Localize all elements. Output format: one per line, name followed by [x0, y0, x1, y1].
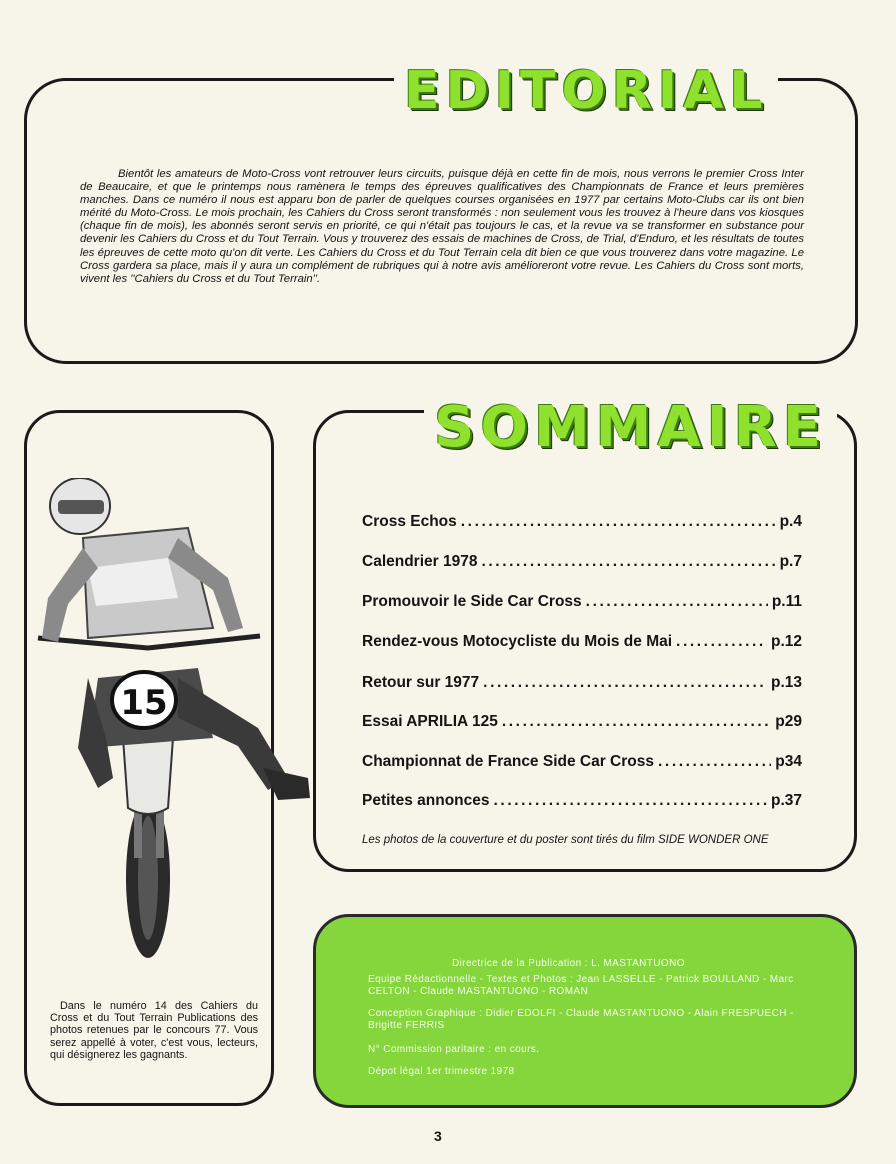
contents-item-label: Championnat de France Side Car Cross [362, 753, 654, 770]
credit-legal-deposit: Dépot légal 1er trimestre 1978 [368, 1066, 515, 1077]
contents-item[interactable] [362, 792, 802, 810]
contents-item-page: p.37 [770, 792, 802, 809]
page-number: 3 [434, 1128, 442, 1144]
contents-item-label: Rendez-vous Motocycliste du Mois de Mai [362, 633, 673, 650]
contents-item-page: p.4 [779, 513, 802, 530]
contents-item-page: p.12 [770, 633, 802, 650]
contents-item-label: Retour sur 1977 [362, 674, 480, 691]
contents-item[interactable] [362, 633, 802, 651]
credit-editorial-team: Equipe Rédactionnelle - Textes et Photos : Jean LASSELLE - Patrick BOULLAND - Marc CELTON - Claude MASTANTUONO - ROMAN [368, 974, 794, 997]
contents-title: SOMMAIRE [424, 394, 837, 462]
editorial-text: Bientôt les amateurs de Moto-Cross vont retrouver leurs circuits, puisque déjà en cette fin de mois, nous verrons le premier Cross Inter de Beaucaire, et que le printemps nous ramènera le temps des épreuves qualificatives des Championnats de France et leurs premières manches. Dans ce numéro il nous est apparu bon de parler de quelques courses organisées en 1977 par certains Moto-Clubs car ils ont bien mérité du Moto-Cross. Le mois prochain, les Cahiers du Cross seront transformés : non seulement vous les trouvez à l'heure dans vos kiosques (chaque fin de mois), les abonnés seront servis en priorité, ce qui n'était pas toujours le cas, et la revue va se transformer en substance pour devenir les Cahiers du Cross et du Tout Terrain. Vous y trouverez des essais de machines de Cross, de Trial, d'Enduro, et les résultats de toutes les épreuves de cette moto qu'on dit verte. Les Cahiers du Cross et du Tout Terrain cela dit bien ce que vous trouverez dans votre magazine. Le Cross gardera sa place, mais il y aura un complément de rubriques qui à notre avis amélioreront votre revue. Les Cahiers du Cross sont morts, vivent les ''Cahiers du Cross et du Tout Terrain''. [80, 168, 804, 285]
contents-item-page: p34 [775, 753, 802, 770]
credit-director: Directrice de la Publication : L. MASTANTUONO [452, 958, 685, 969]
contents-item-page: p.11 [771, 593, 802, 610]
contents-item[interactable] [362, 674, 802, 692]
contents-item-page: p.7 [779, 553, 802, 570]
credit-design: Conception Graphique : Didier EDOLFI - Claude MASTANTUONO - Alain FRESPUECH - Brigitte FERRIS [368, 1008, 794, 1031]
contents-item[interactable] [362, 713, 802, 731]
contents-item-label: Cross Echos [362, 513, 457, 530]
number-plate-text: 15 [120, 683, 168, 723]
contents-item[interactable] [362, 753, 802, 771]
contents-item-label: Promouvoir le Side Car Cross [362, 593, 582, 610]
editorial-title: EDITORIAL [394, 60, 778, 122]
cover-photo-note: Les photos de la couverture et du poster sont tirés du film SIDE WONDER ONE [362, 834, 769, 846]
motocross-rider-photo [28, 478, 312, 962]
credit-commission: N° Commission paritaire : en cours. [368, 1044, 540, 1055]
photo-caption: Dans le numéro 14 des Cahiers du Cross et du Tout Terrain Publications des photos retenues par le concours 77. Vous serez appellé à voter, c'est vous, lecteurs, qui désignerez les gagnants. [50, 1000, 258, 1061]
contents-item-page: p29 [775, 713, 802, 730]
contents-item-label: Essai APRILIA 125 [362, 713, 498, 730]
contents-item[interactable] [362, 553, 802, 571]
contents-item-page: p.13 [770, 674, 802, 691]
contents-item-label: Calendrier 1978 [362, 553, 478, 570]
contents-item[interactable] [362, 593, 802, 611]
contents-item-label: Petites annonces [362, 792, 490, 809]
contents-item[interactable] [362, 513, 802, 531]
